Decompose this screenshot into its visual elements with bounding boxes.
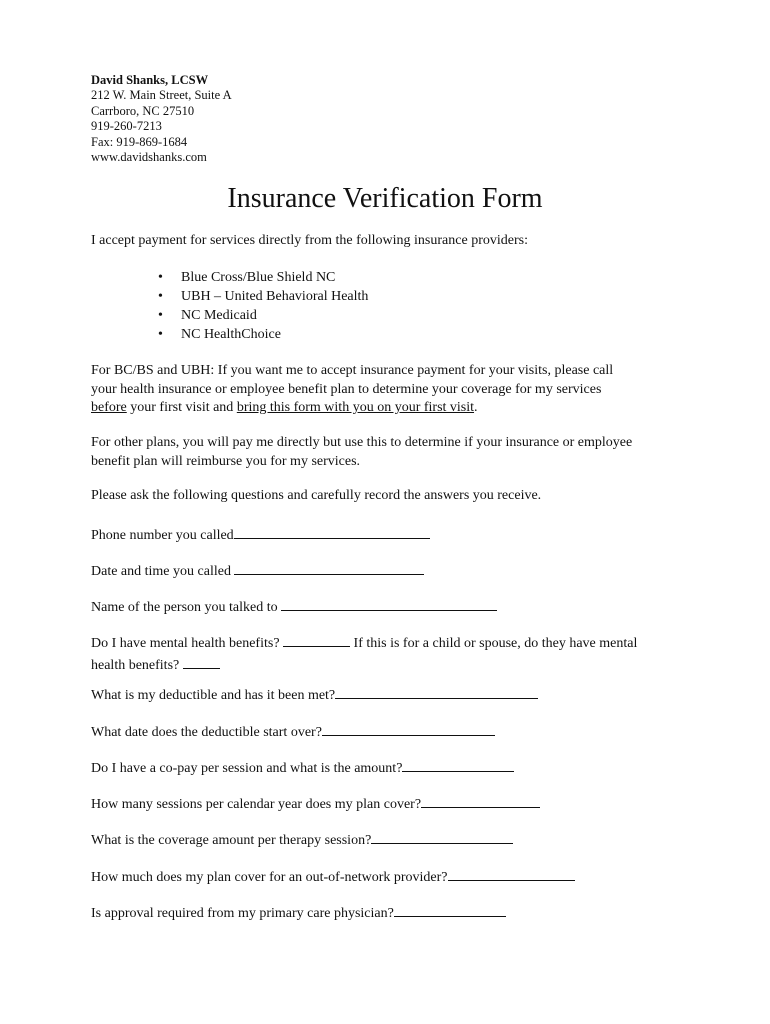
question-sessions: How many sessions per calendar year does my plan cover? <box>91 793 691 815</box>
answer-blank[interactable] <box>234 524 430 539</box>
answer-blank[interactable] <box>183 654 220 669</box>
answer-blank[interactable] <box>402 757 514 772</box>
answer-blank[interactable] <box>322 721 495 736</box>
answer-blank[interactable] <box>335 684 538 699</box>
question-mental-health-benefits: Do I have mental health benefits? If this is for a child or spouse, do they have mental health benefits? <box>91 632 711 675</box>
list-item: • NC Medicaid <box>158 308 257 323</box>
answer-blank[interactable] <box>448 866 575 881</box>
list-item: • NC HealthChoice <box>158 327 281 342</box>
provider-name: David Shanks, LCSW <box>91 73 209 87</box>
answer-blank[interactable] <box>281 596 497 611</box>
answer-blank[interactable] <box>371 829 513 844</box>
answer-blank[interactable] <box>283 632 350 647</box>
answer-blank[interactable] <box>234 560 424 575</box>
letterhead <box>91 73 232 165</box>
answer-blank[interactable] <box>421 793 540 808</box>
provider-list <box>158 268 368 344</box>
question-out-of-network: How much does my plan cover for an out-of-network provider? <box>91 866 691 888</box>
bullet-icon: • <box>158 270 163 285</box>
question-coverage-amount: What is the coverage amount per therapy session? <box>91 829 691 851</box>
question-person-name: Name of the person you talked to <box>91 596 691 618</box>
bullet-icon: • <box>158 327 163 342</box>
bullet-icon: • <box>158 289 163 304</box>
question-copay: Do I have a co-pay per session and what is the amount? <box>91 757 691 779</box>
instructions-text: Please ask the following questions and carefully record the answers you receive. <box>91 488 542 503</box>
question-date-time: Date and time you called <box>91 560 691 582</box>
question-deductible-start: What date does the deductible start over? <box>91 721 691 743</box>
city-state-zip: Carrboro, NC 27510 <box>91 103 195 118</box>
list-item: • Blue Cross/Blue Shield NC <box>158 270 336 285</box>
intro-text: I accept payment for services directly from the following insurance providers: <box>91 233 528 248</box>
other-plans-paragraph: For other plans, you will pay me directly but use this to determine if your insurance or employee benefit plan will reimburse you for my services. <box>91 435 633 469</box>
street-address: 212 W. Main Street, Suite A <box>91 88 232 103</box>
question-deductible: What is my deductible and has it been met? <box>91 684 691 706</box>
bcbs-paragraph: For BC/BS and UBH: If you want me to accept insurance payment for your visits, please call your health insurance or employee benefit plan to determine your coverage for my services before your first visit and bring this form with you on your first visit. <box>91 363 614 415</box>
fax-number: Fax: 919-869-1684 <box>91 134 188 149</box>
phone-number: 919-260-7213 <box>91 119 162 134</box>
website: www.davidshanks.com <box>91 150 207 165</box>
question-approval: Is approval required from my primary care physician? <box>91 902 691 924</box>
answer-blank[interactable] <box>394 902 506 917</box>
list-item: • UBH – United Behavioral Health <box>158 289 369 304</box>
before-emphasis: before <box>91 400 127 415</box>
form-title: Insurance Verification Form <box>227 183 543 214</box>
bullet-icon: • <box>158 308 163 323</box>
bring-form-emphasis: bring this form with you on your first visit <box>236 400 475 415</box>
question-phone-called: Phone number you called <box>91 524 691 546</box>
